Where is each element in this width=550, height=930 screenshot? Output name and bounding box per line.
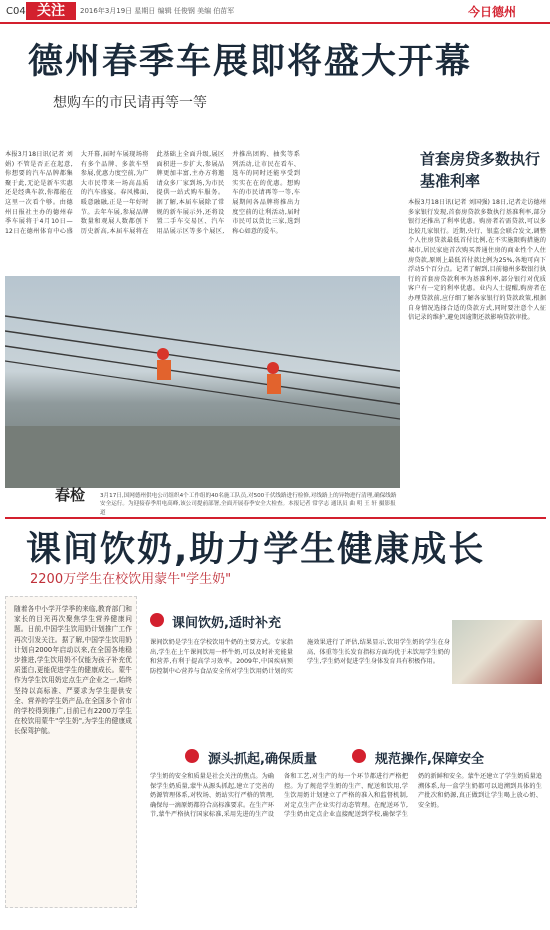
section-bullet-icon [150, 613, 164, 627]
headline-school-milk: 课间饮奶,助力学生健康成长 [26, 530, 486, 570]
photo-students-drinking-milk [452, 620, 542, 684]
section-title-safety: 规范操作,保障安全 [375, 752, 484, 767]
photo-caption: 3月17日,国网德州供电公司组织4个工作组的40名施工队员,对500千伏线路进行检修,对线路上的异物进行清理,确保线路安全运行。为迎接春季用电高峰,该公司提前部署,全面开展春季安全大检查。本报记者 常学志 通讯员 曲 明 王 轩 摄影报道 [100, 493, 397, 516]
newspaper-logo: 今日德州 [468, 5, 517, 19]
power-line-illustration [5, 276, 400, 488]
photo-tag: 春检 [55, 486, 86, 504]
section-bullet-icon [185, 749, 199, 763]
issue-info: 2016年3月19日 星期日 编辑 任俊钢 美编 伯苗军 [80, 7, 235, 15]
section-bullet-icon [352, 749, 366, 763]
photo-power-line-workers [5, 276, 400, 488]
header-rule [0, 22, 550, 24]
body-mortgage: 本报3月18日讯(记者 刘国强) 18日,记者走访德州多家银行发现,首套房贷款多数执行基准利率,部分银行还推出了利率优惠。购房者若需贷款,可以多比较几家银行。近期,央行、银监会联合发文,调整个人住房贷款最低首付比例,在不实施限购措施的城市,居民家庭首次购买普通住房的商业性个人住房贷款,原则上最低首付款比例为25%,各地可向下浮动5个百分点。记者了解到,目前德州多数银行执行的首套房贷款利率为基准利率,部分银行对优质客户有一定的利率优惠。业内人士提醒,购房者在办理贷款前,应仔细了解各家银行的贷款政策,根据自身情况选择合适的贷款方式,同时要注意个人征信记录的维护,避免因逾期还款影响贷款审批。 [408, 199, 546, 322]
headline-car-show: 德州春季车展即将盛大开幕 [28, 42, 473, 82]
section-title-quality: 源头抓起,确保质量 [208, 752, 317, 767]
page-number: C04 [6, 6, 26, 17]
body-quality-safety: 学生奶的安全和质量是社会关注的焦点。为确保学生奶质量,蒙牛从源头抓起,建立了完善的奶源管理体系,对牧场、奶站实行严格的管理,确保每一滴原奶都符合高标准要求。在生产环节,蒙牛严格执行国家标准,采用先进的生产设备和工艺,对生产的每一个环节都进行严格把控。为了规范学生奶的生产、配送和饮用,学生饮用奶计划建立了严格的准入和监督机制,对定点生产企业实行动态管理。在配送环节,学生奶由定点企业直接配送到学校,确保学生奶的新鲜和安全。蒙牛还建立了学生奶质量追溯体系,每一盒学生奶都可以追溯到具体的生产批次和奶源,真正做到让学生喝上放心奶、安全奶。 [150, 773, 542, 819]
subhead-school-milk: 2200万学生在校饮用蒙牛"学生奶" [30, 572, 232, 587]
headline-mortgage: 首套房贷多数执行基准利率 [420, 150, 541, 190]
section-title-milk-break: 课间饮奶,适时补充 [172, 616, 281, 631]
body-milk-break: 课间饮奶是学生在学校饮用牛奶的主要方式。专家指出,学生在上午课间饮用一杯牛奶,可以及时补充能量和营养,有利于提高学习效率。2009年,中国疾病预防控制中心营养与食品安全所对学生饮用奶计划的实施效果进行了评估,结果显示,饮用学生奶的学生在身高、体重等生长发育指标方面均优于未饮用学生奶的学生,学生奶对促进学生身体发育具有积极作用。 [150, 639, 450, 675]
body-car-show: 本报3月18日讯(记者 刘 娟) 不管是否正在起意,你想要的汽车品牌都集聚于此,无论是新车实惠还是经典车款,你都能在这里一次看个够。由德州日报社主办的德州春季车展将于4月10日—12日在德州体育中心盛大开幕,届时车展现场将有多个品牌、多款车型参展,优惠力度空前,为广大市民带来一场高品质的汽车盛宴。春风拂面,暖意融融,正是一年好时节。去年车展,参展品牌数量和观展人数都创下历史新高,本届车展将在此基础上全面升级,展区面积进一步扩大,参展品牌更加丰富,主办方将邀请众多厂家到场,为市民提供一站式购车服务。据了解,本届车展除了常规的新车展示外,还将设置二手车交易区、汽车用品展示区等多个展区,并推出团购、抽奖等系列活动,让市民在看车、选车的同时还能享受到实实在在的优惠。想购车的市民请再等一等,车展期间各品牌将推出力度空前的让利活动,届时市民可以货比三家,选到称心如意的爱车。 [5, 151, 300, 235]
section-label: 关注 [26, 2, 76, 20]
intro-text: 随着各中小学开学季的来临,教育部门和家长的目光再次聚焦学生营养健康问题。日前,中国学生饮用奶计划推广工作再次引发关注。据了解,中国学生饮用奶计划自2000年启动以来,在全国各地稳步推进,学生饮用奶不仅能为孩子补充优质蛋白,更能促进学生的健康成长。蒙牛作为学生饮用奶定点生产企业之一,始终坚持以高标准、严要求为学生提供安全、营养的学生奶产品,在全国多个省市的学校得到推广,目前已有2200万学生在校饮用蒙牛"学生奶",为学生的健康成长保驾护航。 [14, 605, 132, 736]
subhead-car-show: 想购车的市民请再等一等 [53, 95, 207, 111]
article-divider [5, 517, 546, 519]
